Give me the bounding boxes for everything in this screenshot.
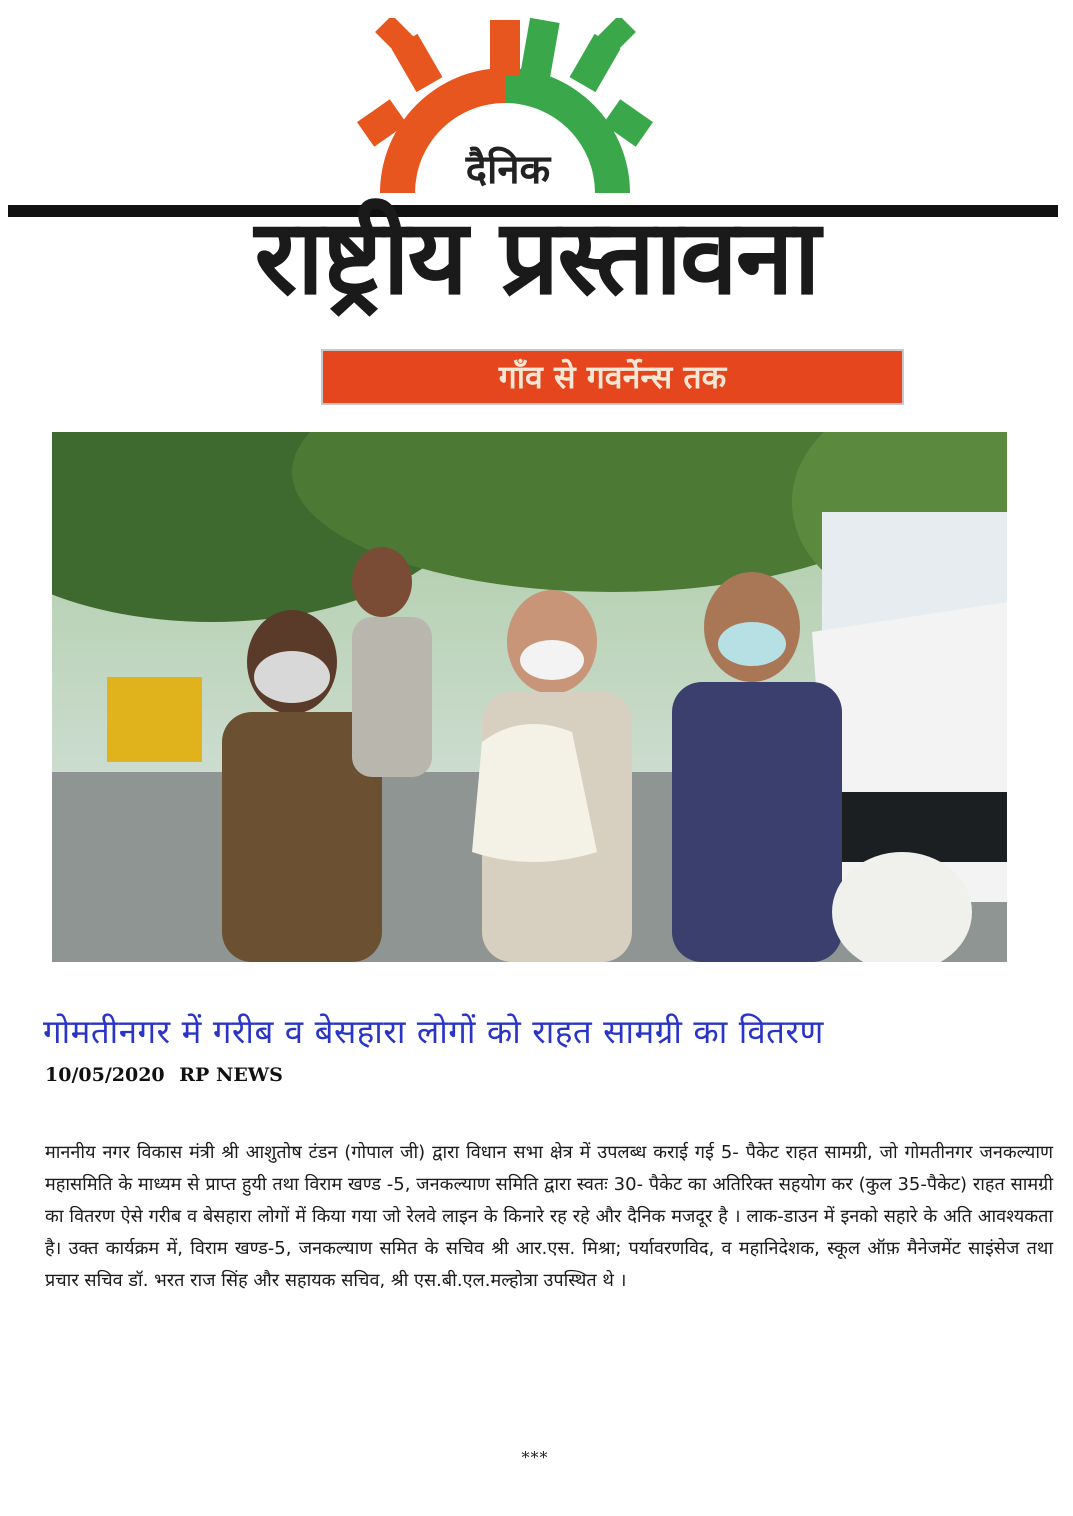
article-headline: गोमतीनगर में गरीब व बेसहारा लोगों को राहत सामग्री का वितरण bbox=[43, 1012, 824, 1051]
news-photo bbox=[52, 432, 1007, 962]
masthead bbox=[0, 0, 1073, 420]
article-byline bbox=[45, 1064, 291, 1086]
masthead-tagline: गाँव से गवर्नेन्स तक bbox=[321, 349, 904, 405]
masthead-kicker: दैनिक bbox=[465, 147, 551, 193]
newspaper-name: राष्ट्रीय प्रस्तावना bbox=[254, 196, 819, 318]
article-source: RP NEWS bbox=[179, 1064, 283, 1086]
article-date: 10/05/2020 bbox=[45, 1064, 165, 1086]
article-end-mark: *** bbox=[521, 1448, 549, 1467]
photo-illustration-icon bbox=[52, 432, 1007, 962]
article-body: माननीय नगर विकास मंत्री श्री आशुतोष टंडन (गोपाल जी) द्वारा विधान सभा क्षेत्र में उपलब्ध कराई गई 5- पैकेट राहत सामग्री, जो गोमतीनगर जनकल्याण महासमिति के माध्यम से प्राप्त हुयी तथा विराम खण्ड -5, जनकल्याण समिति द्वारा स्वतः 30- पैकेट का अतिरिक्त सहयोग कर (कुल 35-पैकेट) राहत सामग्री का वितरण ऐसे गरीब व बेसहारा लोगों में किया गया जो रेलवे लाइन के किनारे रह रहे और दैनिक मजदूर है । लाक-डाउन में इनको सहारे के अति आवश्यकता है। उक्त कार्यक्रम में, विराम खण्ड-5, जनकल्याण समित के सचिव श्री आर.एस. मिश्रा; पर्यावरणविद, व महानिदेशक, स्कूल ऑफ़ मैनेजमेंट साइंसेज तथा प्रचार सचिव डॉ. भरत राज सिंह और सहायक सचिव, श्री एस.बी.एल.मल्होत्रा उपस्थित थे । bbox=[45, 1142, 1053, 1291]
